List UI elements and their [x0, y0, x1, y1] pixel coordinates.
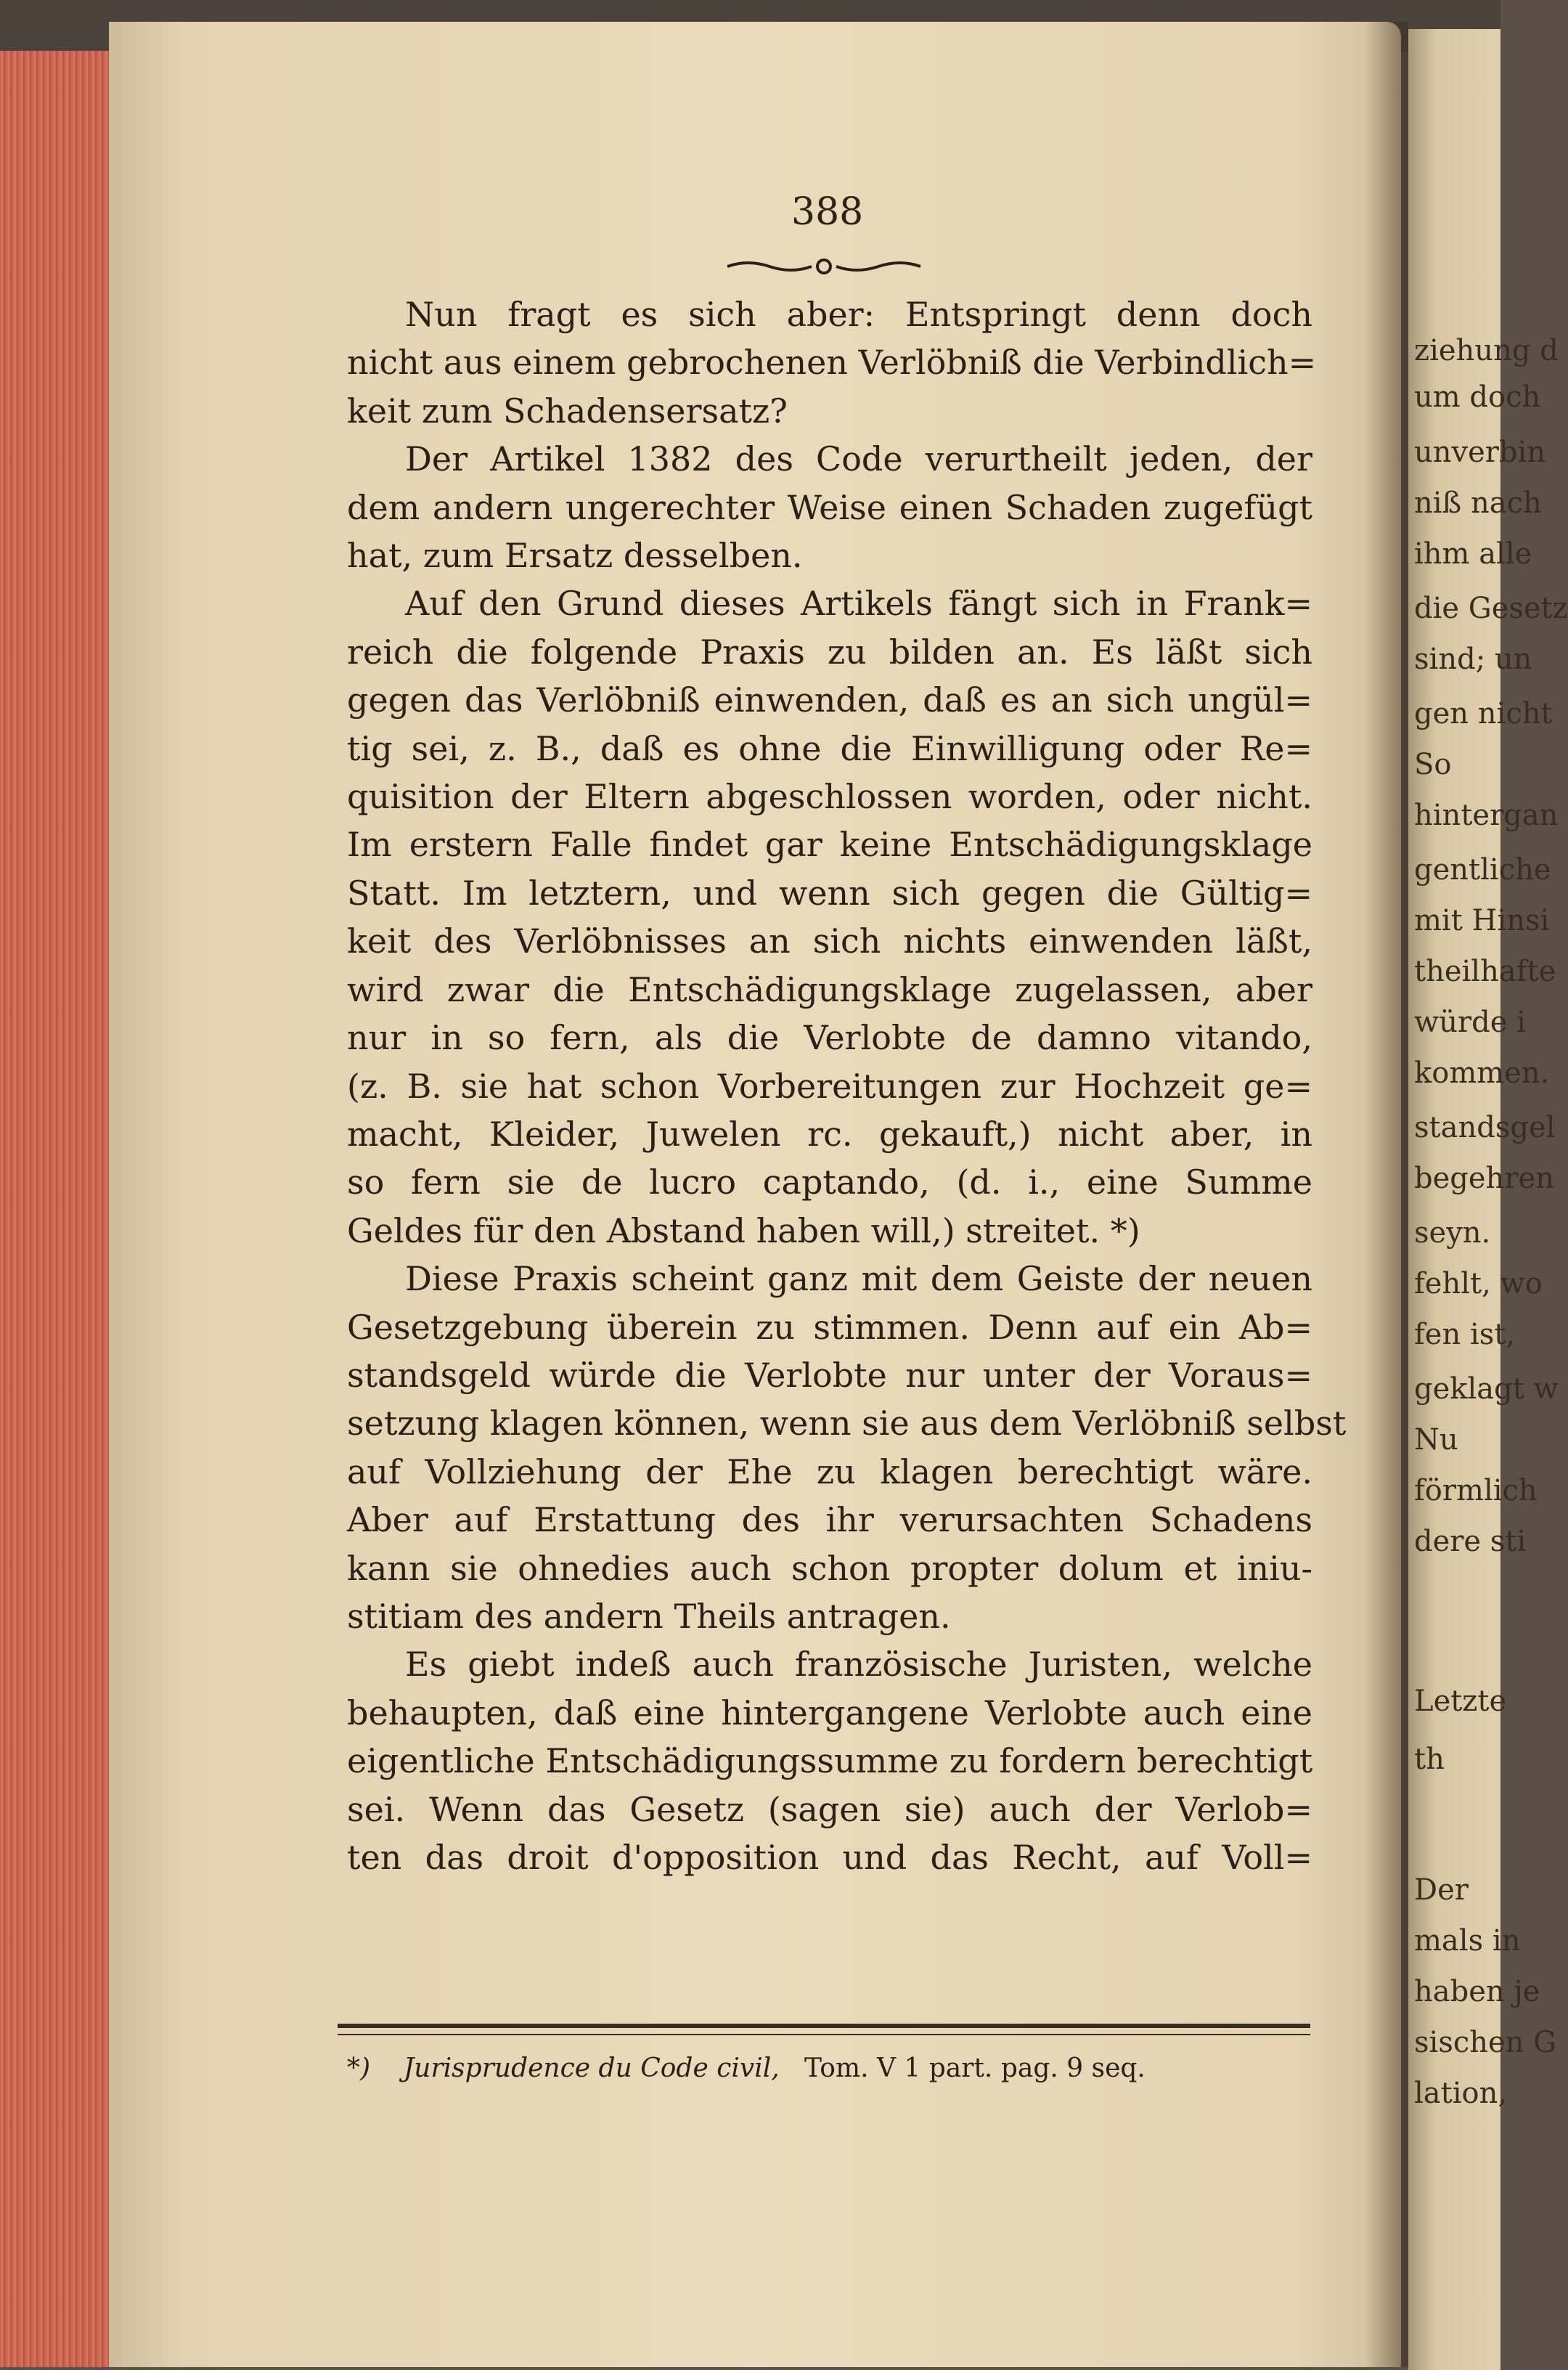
footnote — [347, 2053, 1312, 2083]
adjacent-page-text: fen ist, — [1414, 1318, 1516, 1351]
footnote-reference: Tom. V 1 part. pag. 9 seq. — [804, 2053, 1146, 2083]
text-line: sei. Wenn das Gesetz (sagen sie) auch der Verlob= — [347, 1789, 1312, 1829]
text-line: tig sei, z. B., daß es ohne die Einwilligung oder Re= — [347, 728, 1312, 768]
text-line: keit zum Schadensersatz? — [347, 391, 788, 431]
footnote-marker: *) — [347, 2053, 371, 2083]
adjacent-page-text: standsgel — [1414, 1111, 1556, 1144]
gutter-shadow — [1365, 22, 1408, 2367]
adjacent-page-text: Nu — [1414, 1423, 1458, 1457]
footnote-rule — [338, 2024, 1310, 2028]
adjacent-page-text: sind; un — [1414, 643, 1532, 676]
text-line: hat, zum Ersatz desselben. — [347, 536, 803, 576]
adjacent-page-text: So — [1414, 748, 1452, 781]
text-line: behaupten, daß eine hintergangene Verlobte auch eine — [347, 1693, 1312, 1732]
text-line: so fern sie de lucro captando, (d. i., eine Summe — [347, 1162, 1312, 1202]
adjacent-page-text: dere sti — [1414, 1525, 1527, 1558]
adjacent-page-text: geklagt w — [1414, 1372, 1559, 1406]
adjacent-page-fragment — [1408, 29, 1568, 2370]
text-line: nur in so fern, als die Verlobte de damno vitando, — [347, 1018, 1312, 1058]
text-line: macht, Kleider, Juwelen rc. gekauft,) nicht aber, in — [347, 1114, 1312, 1154]
text-line: (z. B. sie hat schon Vorbereitungen zur Hochzeit ge= — [347, 1066, 1312, 1106]
text-line: Auf den Grund dieses Artikels fängt sich in Frank= — [405, 584, 1312, 624]
text-line: auf Vollziehung der Ehe zu klagen berechtigt wäre. — [347, 1451, 1312, 1491]
adjacent-page-text: fehlt, wo — [1414, 1267, 1543, 1300]
adjacent-page-text: th — [1414, 1743, 1445, 1776]
adjacent-page-text: ihm alle — [1414, 537, 1532, 571]
text-line: nicht aus einem gebrochenen Verlöbniß die Verbindlich= — [347, 343, 1317, 383]
adjacent-page-text: ziehung d — [1414, 334, 1559, 367]
footnote-rule-thin — [338, 2034, 1310, 2035]
adjacent-page-text: sischen G — [1414, 2026, 1557, 2059]
text-line: Nun fragt es sich aber: Entspringt denn doch — [405, 295, 1312, 334]
main-text — [347, 290, 1347, 1881]
text-line: eigentliche Entschädigungssumme zu fordern berechtigt — [347, 1741, 1313, 1781]
page-number: 388 — [791, 190, 864, 234]
adjacent-page-text: begehren — [1414, 1162, 1554, 1195]
text-line: Der Artikel 1382 des Code verurtheilt jeden, der — [405, 439, 1312, 479]
text-line: kann sie ohnedies auch schon propter dolum et iniu- — [347, 1548, 1312, 1588]
text-line: Statt. Im letztern, und wenn sich gegen die Gültig= — [347, 873, 1312, 913]
text-line: Es giebt indeß auch französische Juristen, welche — [405, 1645, 1312, 1685]
text-line: Im erstern Falle findet gar keine Entschädigungsklage — [347, 825, 1312, 865]
text-line: dem andern ungerechter Weise einen Schaden zugefügt — [347, 487, 1312, 527]
adjacent-page-text: unverbin — [1414, 436, 1546, 469]
adjacent-page-text: theilhafte — [1414, 955, 1556, 988]
adjacent-page-text: haben je — [1414, 1975, 1540, 2008]
adjacent-page-text: niß nach — [1414, 486, 1542, 520]
adjacent-page-text: gen nicht — [1414, 697, 1553, 730]
text-line: Diese Praxis scheint ganz mit dem Geiste der neuen — [405, 1259, 1312, 1299]
text-line: keit des Verlöbnisses an sich nichts einwenden läßt, — [347, 921, 1312, 961]
text-line: quisition der Eltern abgeschlossen worden, oder nicht. — [347, 777, 1312, 817]
adjacent-page-text: förmlich — [1414, 1474, 1538, 1507]
adjacent-page-text: seyn. — [1414, 1216, 1491, 1250]
adjacent-page-text: Letzte — [1414, 1685, 1507, 1718]
adjacent-page-text: würde i — [1414, 1006, 1526, 1039]
text-line: Geldes für den Abstand haben will,) streitet. *) — [347, 1210, 1140, 1250]
text-line: Gesetzgebung überein zu stimmen. Denn auf ein Ab= — [347, 1307, 1312, 1347]
adjacent-page-text: kommen. — [1414, 1056, 1550, 1090]
text-line: stitiam des andern Theils antragen. — [347, 1596, 951, 1636]
ornament-divider — [726, 256, 922, 277]
text-line: gegen das Verlöbniß einwenden, daß es an sich ungül= — [347, 680, 1312, 720]
adjacent-page-text: gentliche — [1414, 853, 1551, 887]
text-line: Aber auf Erstattung des ihr verursachten Schadens — [347, 1500, 1312, 1540]
footnote-source: Jurisprudence du Code civil, — [403, 2053, 780, 2083]
adjacent-page-text: mit Hinsi — [1414, 904, 1550, 937]
text-line: wird zwar die Entschädigungsklage zugelassen, aber — [347, 969, 1312, 1009]
adjacent-page-text: um doch — [1414, 380, 1541, 414]
text-line: reich die folgende Praxis zu bilden an. Es läßt sich — [347, 632, 1312, 672]
text-line: standsgeld würde die Verlobte nur unter der Voraus= — [347, 1355, 1312, 1395]
text-line: setzung klagen können, wenn sie aus dem Verlöbniß selbst — [347, 1404, 1347, 1443]
text-line: ten das droit d'opposition und das Recht, auf Voll= — [347, 1838, 1312, 1877]
adjacent-page-text: die Gesetz — [1414, 592, 1568, 625]
adjacent-page-text: lation, — [1414, 2077, 1508, 2110]
adjacent-page-text: hintergan — [1414, 799, 1559, 832]
adjacent-page-text: Der — [1414, 1873, 1469, 1907]
adjacent-page-text: mals in — [1414, 1924, 1521, 1958]
book-page-edges — [0, 51, 111, 2367]
